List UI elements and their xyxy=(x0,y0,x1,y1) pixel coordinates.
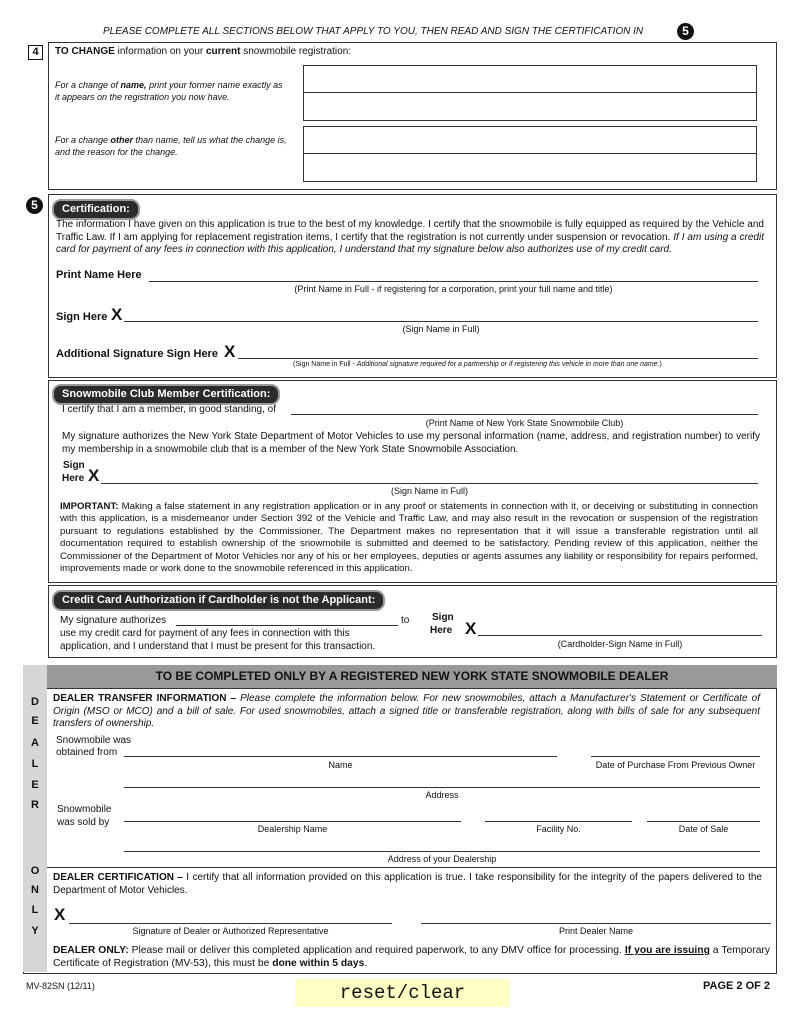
important-notice: IMPORTANT: Making a false statement in any registration application or in any proof or statements in connection with it, or deceiving or substituting in connection with this application, is a misdemeanor under Section 392 of the Vehicle and Traffic Law, and may also result in the revocation or suspension of the registration pursuant to regulations established by the Commissioner. The Department makes no representation that it will issue a transferable registration until all documentation required to establish ownership of the snowmobile is submitted and deemed to be satisfactory. Pending review of this application, neither the Commissioner of the Department of Motor Vehicles nor any of his or her employees, deputies or agents assumes any liability or responsibility for repairs performed, improvements made or work done to the snowmobile referenced in this application. xyxy=(60,501,758,575)
dealership-name-input[interactable] xyxy=(124,821,461,822)
date-of-sale-input[interactable] xyxy=(647,821,760,822)
dealer-signature-input[interactable] xyxy=(69,923,392,924)
sign-here-label: Sign Here xyxy=(56,311,108,323)
address-caption: Address xyxy=(425,790,459,800)
former-name-field[interactable] xyxy=(303,65,757,121)
credit-applicant-input[interactable] xyxy=(176,625,398,626)
dealer-only-instructions: DEALER ONLY: Please mail or deliver this completed application and required paperwork, to any DMV office for processing. If you are issuing a Temporary Certificate of Registration (MV-53), this must be done within 5 days. xyxy=(53,945,771,969)
club-sign-label-1: Sign xyxy=(63,460,85,471)
previous-owner-name-input[interactable] xyxy=(124,756,557,757)
additional-signature-input[interactable] xyxy=(238,358,758,359)
section-5-number: 5 xyxy=(26,197,43,214)
credit-line3: application, and I understand that I must be present for this transaction. xyxy=(60,641,376,652)
purchase-date-input[interactable] xyxy=(591,756,760,757)
print-dealer-name-caption: Print Dealer Name xyxy=(558,926,634,936)
sold-label-2: was sold by xyxy=(57,817,110,828)
dealer-signature-caption: Signature of Dealer or Authorized Representative xyxy=(132,926,329,936)
club-signature-input[interactable] xyxy=(101,483,758,484)
sidebar-letter: E xyxy=(31,715,39,727)
additional-signature-label: Additional Signature Sign Here xyxy=(56,348,218,360)
sidebar-letter: R xyxy=(31,799,39,811)
print-name-input[interactable] xyxy=(149,281,758,282)
sidebar-letter: A xyxy=(31,737,39,749)
credit-line1: My signature authorizes xyxy=(60,615,167,626)
sidebar-letter: L xyxy=(31,758,39,770)
credit-to: to xyxy=(401,615,410,626)
dealer-cert-divider xyxy=(47,867,777,868)
club-certify-text: I certify that I am a member, in good standing, of xyxy=(62,404,276,415)
name-caption: Name xyxy=(328,760,353,770)
dealer-transfer-text: DEALER TRANSFER INFORMATION – Please complete the information below. For new snowmobiles, attach a Manufacturer's Statement or Certificate of Origin (MSO or MCO) and a bill of sale. For used snowmobiles, attach a signed title or transferable registration, along with bills of sale for any subsequent transfers of ownership. xyxy=(53,693,760,729)
other-change-divider xyxy=(303,153,757,154)
credit-x-mark: X xyxy=(465,619,477,638)
sidebar-letter: E xyxy=(31,779,39,791)
sidebar-letter: L xyxy=(31,904,39,916)
club-pill: Snowmobile Club Member Certification: xyxy=(52,384,280,405)
purchase-date-caption: Date of Purchase From Previous Owner xyxy=(595,760,756,770)
form-id: MV-82SN (12/11) xyxy=(26,981,95,991)
credit-pill: Credit Card Authorization if Cardholder is not the Applicant: xyxy=(52,590,385,611)
sidebar-letter: N xyxy=(31,884,39,896)
facility-number-caption: Facility No. xyxy=(536,824,581,834)
former-name-divider xyxy=(303,92,757,93)
club-name-caption: (Print Name of New York State Snowmobile Club) xyxy=(425,418,624,428)
dealer-x-mark: X xyxy=(54,905,66,924)
club-x-mark: X xyxy=(88,466,100,485)
obtained-label-1: Snowmobile was xyxy=(56,735,132,746)
sold-label-1: Snowmobile xyxy=(57,804,112,815)
certification-pill: Certification: xyxy=(52,199,140,220)
print-name-label: Print Name Here xyxy=(56,269,142,281)
credit-sign-label-1: Sign xyxy=(432,612,454,623)
obtained-label-2: obtained from xyxy=(56,747,118,758)
additional-x-mark: X xyxy=(224,342,236,361)
credit-line2: use my credit card for payment of any fees in connection with this xyxy=(60,628,350,639)
club-authorize-text: My signature authorizes the New York State Department of Motor Vehicles to use my personal information (name, address, and registration number) to verify my membership in a snowmobile club that is a member of the New York State Snowmobile Association. xyxy=(62,431,760,455)
dealership-name-caption: Dealership Name xyxy=(257,824,328,834)
print-dealer-name-input[interactable] xyxy=(421,923,771,924)
reset-clear-button[interactable]: reset/clear xyxy=(295,979,510,1007)
club-name-input[interactable] xyxy=(291,414,758,415)
dealership-address-input[interactable] xyxy=(124,851,760,852)
page-number: PAGE 2 OF 2 xyxy=(703,980,771,992)
cardholder-signature-input[interactable] xyxy=(478,635,762,636)
additional-signature-caption: (Sign Name in Full - Additional signature required for a partnership or if registering this vehicle in more than one name.) xyxy=(293,361,662,368)
dealer-banner: TO BE COMPLETED ONLY BY A REGISTERED NEW YORK STATE SNOWMOBILE DEALER xyxy=(47,665,777,689)
sidebar-letter: D xyxy=(31,696,39,708)
dealer-only-sidebar xyxy=(23,665,47,972)
previous-owner-address-input[interactable] xyxy=(124,787,760,788)
name-change-instructions: For a change of name, print your former name exactly as it appears on the registration you now have. xyxy=(55,80,283,102)
dealer-certification-text: DEALER CERTIFICATION – I certify that all information provided on this application is true. I take responsibility for the integrity of the papers delivered to the Department of Motor Vehicles. xyxy=(53,872,762,896)
club-signature-caption: (Sign Name in Full) xyxy=(390,486,469,496)
section-4-number: 4 xyxy=(28,45,43,60)
signature-caption: (Sign Name in Full) xyxy=(402,324,480,334)
certification-paragraph: The information I have given on this application is true to the best of my knowledge. I certify that the snowmobile is fully equipped as required by the Vehicle and Traffic Law. If I am applying for replacement registration items, I certify that the registration is not currently under suspension or revocation. If I am using a credit card for payment of any fees in connection with this application, I understand that my signature below also authorizes use of my credit card. xyxy=(56,219,764,255)
signature-input[interactable] xyxy=(124,321,758,322)
date-of-sale-caption: Date of Sale xyxy=(678,824,729,834)
facility-number-input[interactable] xyxy=(485,821,632,822)
other-change-field[interactable] xyxy=(303,126,757,182)
sidebar-letter: O xyxy=(30,865,40,877)
sidebar-letter: Y xyxy=(31,925,39,937)
section-5-ref-badge: 5 xyxy=(677,23,694,40)
header-instruction: PLEASE COMPLETE ALL SECTIONS BELOW THAT APPLY TO YOU, THEN READ AND SIGN THE CERTIFICATION IN xyxy=(103,26,644,37)
cardholder-caption: (Cardholder-Sign Name in Full) xyxy=(557,639,683,649)
print-name-caption: (Print Name in Full - if registering for a corporation, print your full name and title) xyxy=(294,284,613,294)
club-sign-label-2: Here xyxy=(62,473,85,484)
other-change-instructions: For a change other than name, tell us what the change is, and the reason for the change. xyxy=(55,135,287,157)
section-4-title: TO CHANGE information on your current snowmobile registration: xyxy=(55,46,352,57)
credit-sign-label-2: Here xyxy=(430,625,453,636)
dealership-address-caption: Address of your Dealership xyxy=(387,854,497,864)
sign-x-mark: X xyxy=(111,305,123,324)
